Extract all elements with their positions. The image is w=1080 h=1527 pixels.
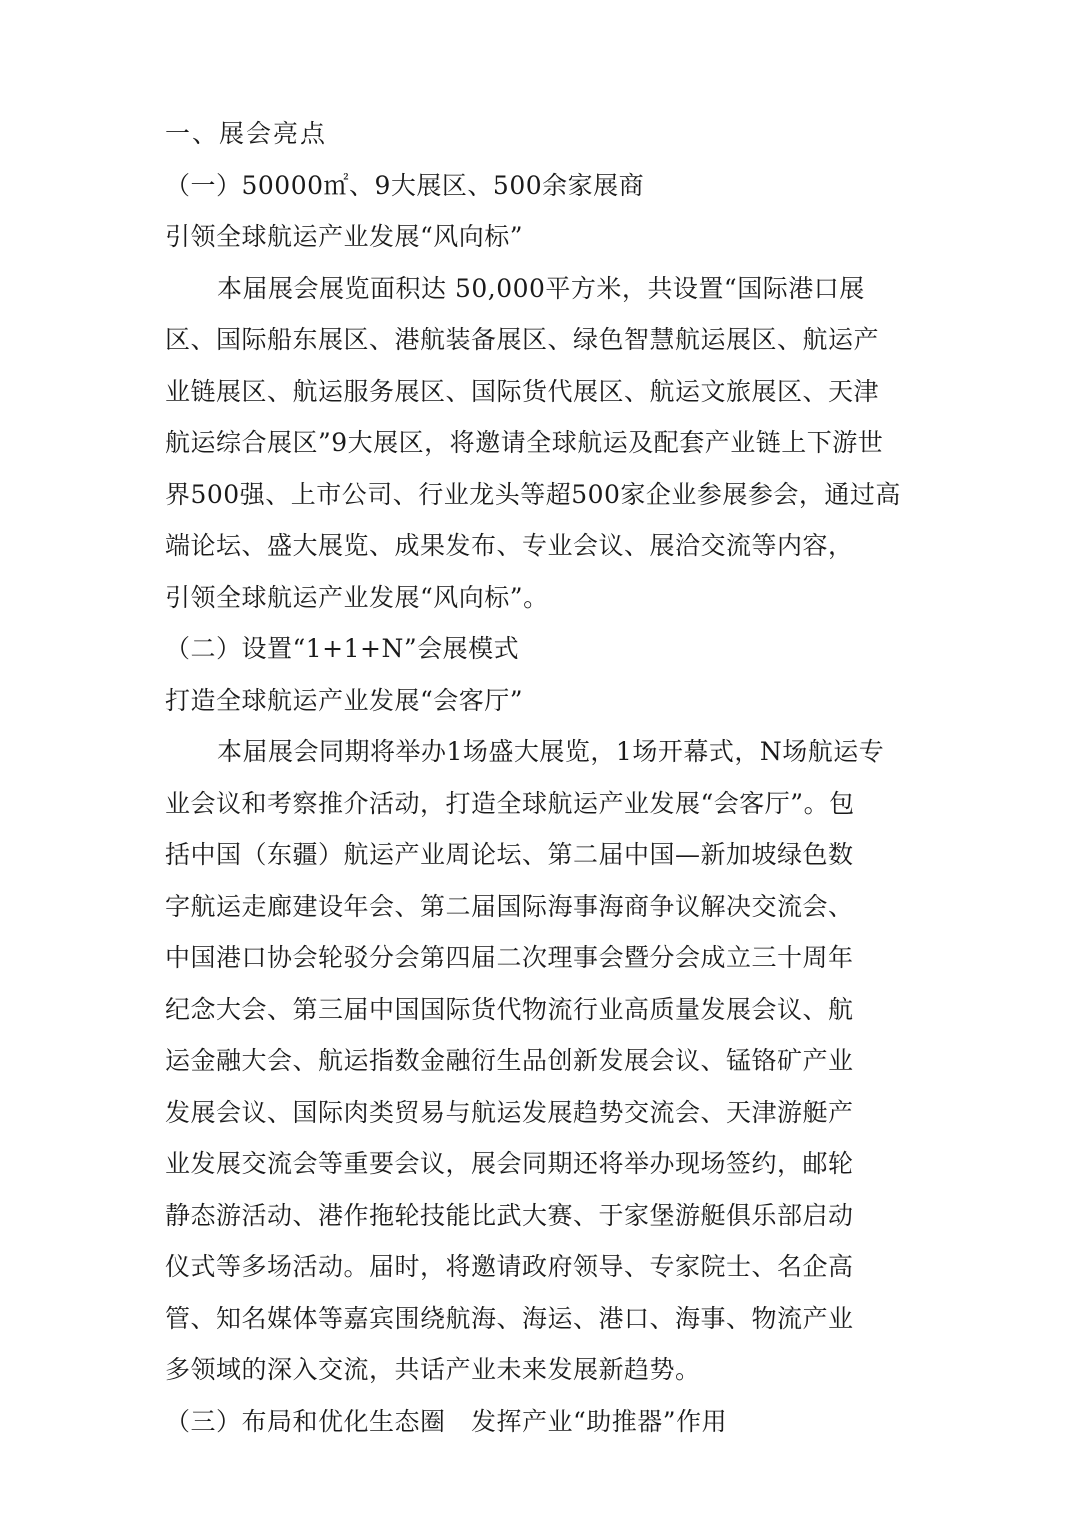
paragraph-line: 本届展会展览面积达 50,000平方米，共设置“国际港口展 <box>217 273 865 303</box>
subsection-2-title: （二）设置“1+1+N”会展模式 <box>165 634 520 663</box>
paragraph-line: 发展会议、国际肉类贸易与航运发展趋势交流会、天津游艇产 <box>165 1097 854 1127</box>
section-title: 一、展会亮点 <box>165 119 328 148</box>
paragraph-line: 引领全球航运产业发展“风向标”。 <box>165 582 549 612</box>
paragraph-line: 管、知名媒体等嘉宾围绕航海、海运、港口、海事、物流产业 <box>165 1303 854 1333</box>
paragraph-line: 静态游活动、港作拖轮技能比武大赛、于家堡游艇俱乐部启动 <box>165 1200 854 1230</box>
paragraph-line: 字航运走廊建设年会、第二届国际海事海商争议解决交流会、 <box>165 891 854 921</box>
paragraph-line: 仪式等多场活动。届时，将邀请政府领导、专家院士、名企高 <box>165 1252 854 1281</box>
paragraph-line: 本届展会同期将举办1场盛大展览，1场开幕式，N场航运专 <box>217 737 885 766</box>
paragraph-line: 区、国际船东展区、港航装备展区、绿色智慧航运展区、航运产 <box>165 325 880 354</box>
paragraph-1 <box>165 263 917 624</box>
paragraph-line: 中国港口协会轮驳分会第四届二次理事会暨分会成立三十周年 <box>165 943 854 972</box>
subsection-2-subtitle: 打造全球航运产业发展“会客厅” <box>165 685 524 715</box>
subsection-1-title: （一）50000㎡、9大展区、500余家展商 <box>165 170 645 200</box>
paragraph-line: 业链展区、航运服务展区、国际货代展区、航运文旅展区、天津 <box>165 376 880 406</box>
paragraph-line: 多领域的深入交流，共话产业未来发展新趋势。 <box>165 1355 701 1384</box>
paragraph-line: 纪念大会、第三届中国国际货代物流行业高质量发展会议、航 <box>165 994 854 1024</box>
subsection-1-subtitle: 引领全球航运产业发展“风向标” <box>165 222 524 251</box>
paragraph-line: 业发展交流会等重要会议，展会同期还将举办现场签约，邮轮 <box>165 1149 854 1178</box>
paragraph-line: 运金融大会、航运指数金融衍生品创新发展会议、锰铬矿产业 <box>165 1046 854 1075</box>
paragraph-line: 航运综合展区”9大展区，将邀请全球航运及配套产业链上下游世 <box>165 428 884 457</box>
paragraph-line: 界500强、上市公司、行业龙头等超500家企业参展参会，通过高 <box>165 479 901 509</box>
paragraph-line: 括中国（东疆）航运产业周论坛、第二届中国—新加坡绿色数 <box>165 840 854 869</box>
subsection-3-title: （三）布局和优化生态圈 发挥产业“助推器”作用 <box>165 1406 728 1436</box>
paragraph-line: 业会议和考察推介活动，打造全球航运产业发展“会客厅”。包 <box>165 788 855 818</box>
document-body <box>165 108 917 1447</box>
paragraph-line: 端论坛、盛大展览、成果发布、专业会议、展洽交流等内容， <box>165 531 854 560</box>
paragraph-2 <box>165 726 917 1396</box>
